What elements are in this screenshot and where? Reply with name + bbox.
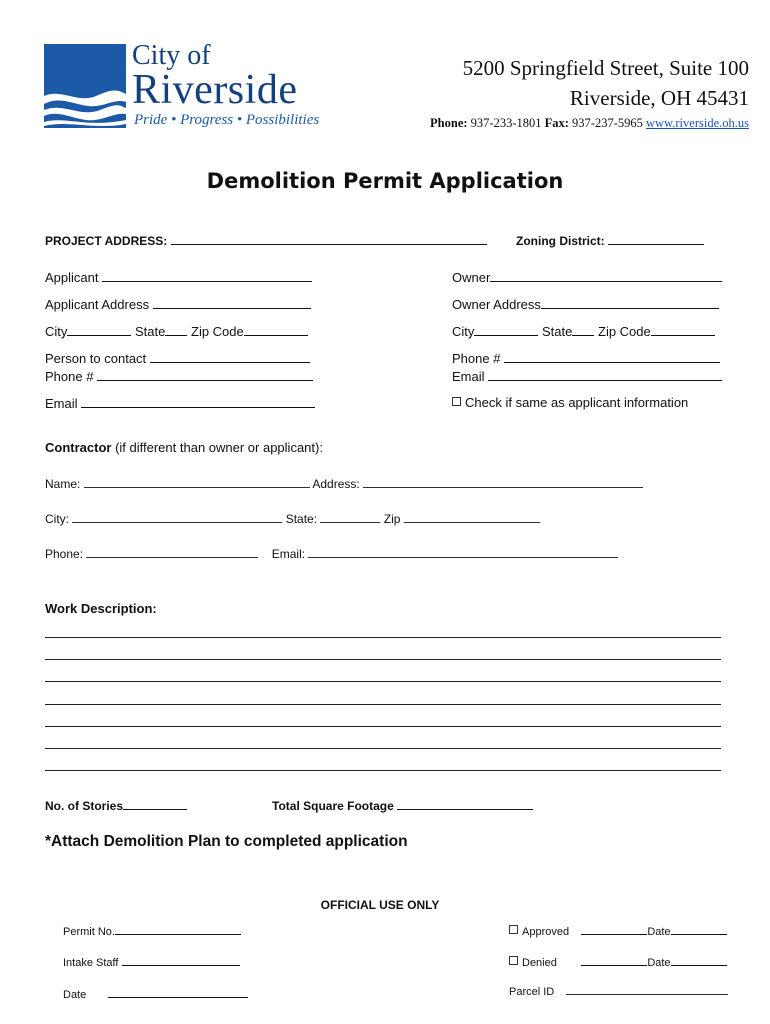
website-link[interactable]: www.riverside.oh.us xyxy=(646,116,749,130)
denied-checkbox[interactable] xyxy=(509,956,518,965)
contact-person-field[interactable] xyxy=(150,350,310,363)
contractor-heading xyxy=(45,440,323,455)
denied-row xyxy=(509,953,727,969)
owner-city-row xyxy=(452,323,715,339)
applicant-state-label: State xyxy=(135,324,166,339)
contractor-address-field[interactable] xyxy=(363,476,643,488)
owner-address-field[interactable] xyxy=(541,296,719,309)
fax-label: Fax: xyxy=(544,116,569,130)
contractor-city-field[interactable] xyxy=(72,511,282,523)
applicant-address-row xyxy=(45,296,311,312)
owner-zip-label: Zip Code xyxy=(598,324,651,339)
approved-checkbox[interactable] xyxy=(509,925,518,934)
parcel-id-field[interactable] xyxy=(566,983,728,995)
square-footage-label: Total Square Footage xyxy=(272,799,394,813)
owner-phone-label: Phone # xyxy=(452,351,501,366)
contractor-name-label: Name: xyxy=(45,477,81,491)
project-address-row xyxy=(45,232,487,248)
work-description-line[interactable] xyxy=(45,704,721,705)
work-description-line[interactable] xyxy=(45,659,721,660)
parcel-id-row xyxy=(509,983,728,998)
logo-city-of: City of xyxy=(132,40,211,71)
contractor-city-row xyxy=(45,511,540,526)
permit-no-label: Permit No. xyxy=(63,926,115,938)
applicant-field[interactable] xyxy=(102,269,312,282)
owner-address-row xyxy=(452,296,719,312)
page-title: Demolition Permit Application xyxy=(206,169,564,193)
owner-field[interactable] xyxy=(490,269,722,282)
contractor-heading-label: Contractor xyxy=(45,440,112,455)
square-footage-row xyxy=(272,797,533,813)
contractor-city-label: City: xyxy=(45,512,69,526)
contractor-name-row xyxy=(45,476,643,491)
same-as-applicant-label: Check if same as applicant information xyxy=(465,395,689,410)
contractor-zip-label: Zip xyxy=(383,512,401,526)
phone-number: 937-233-1801 xyxy=(470,116,542,130)
work-description-line[interactable] xyxy=(45,637,721,638)
owner-row xyxy=(452,269,722,285)
applicant-state-field[interactable] xyxy=(165,323,187,336)
applicant-city-label: City xyxy=(45,324,68,339)
owner-zip-field[interactable] xyxy=(651,323,715,336)
applicant-phone-label: Phone # xyxy=(45,369,94,384)
intake-staff-row xyxy=(63,953,240,969)
applicant-email-row xyxy=(45,395,315,411)
owner-phone-field[interactable] xyxy=(504,350,720,363)
approved-label: Approved xyxy=(522,926,570,938)
work-description-line[interactable] xyxy=(45,726,721,727)
contractor-phone-field[interactable] xyxy=(86,546,258,558)
applicant-row xyxy=(45,269,312,285)
owner-city-field[interactable] xyxy=(474,323,538,336)
same-as-applicant-checkbox[interactable] xyxy=(452,397,461,406)
square-footage-field[interactable] xyxy=(397,797,533,810)
contractor-phone-label: Phone: xyxy=(45,547,84,561)
applicant-zip-field[interactable] xyxy=(244,323,308,336)
zoning-label: Zoning District: xyxy=(516,234,605,248)
owner-city-label: City xyxy=(452,324,475,339)
applicant-phone-row xyxy=(45,368,313,384)
project-address-label: PROJECT ADDRESS: xyxy=(45,234,168,248)
contact-line xyxy=(430,116,749,131)
contractor-heading-note: (if different than owner or applicant): xyxy=(115,440,323,455)
stories-label: No. of Stories xyxy=(45,799,124,813)
denied-date-field[interactable] xyxy=(671,953,727,966)
permit-no-field[interactable] xyxy=(115,922,241,935)
applicant-address-field[interactable] xyxy=(153,296,311,309)
intake-staff-field[interactable] xyxy=(122,953,240,966)
official-date-field[interactable] xyxy=(108,985,248,998)
permit-no-row xyxy=(63,922,241,938)
stories-field[interactable] xyxy=(123,797,187,810)
logo-riverside: Riverside xyxy=(132,67,298,113)
owner-address-label: Owner Address xyxy=(452,297,541,312)
contractor-zip-field[interactable] xyxy=(404,511,540,523)
contractor-email-label: Email: xyxy=(271,547,306,561)
zoning-row xyxy=(516,232,704,248)
owner-email-row xyxy=(452,368,722,384)
address-city: Riverside, OH 45431 xyxy=(569,86,749,110)
owner-email-label: Email xyxy=(452,369,485,384)
contractor-state-label: State: xyxy=(285,512,318,526)
applicant-city-field[interactable] xyxy=(67,323,131,336)
contact-person-row xyxy=(45,350,310,366)
contractor-name-field[interactable] xyxy=(84,476,310,488)
fax-number: 937-237-5965 xyxy=(572,116,643,130)
contact-person-label: Person to contact xyxy=(45,351,147,366)
work-description-line[interactable] xyxy=(45,681,721,682)
owner-label: Owner xyxy=(452,270,491,285)
official-date-label: Date xyxy=(63,989,87,1001)
owner-state-label: State xyxy=(542,324,573,339)
approved-row xyxy=(509,922,727,938)
contractor-email-field[interactable] xyxy=(308,546,618,558)
approved-field[interactable] xyxy=(581,922,647,935)
denied-field[interactable] xyxy=(581,953,647,966)
zoning-field[interactable] xyxy=(608,232,704,245)
owner-phone-row xyxy=(452,350,720,366)
applicant-email-field[interactable] xyxy=(81,395,315,408)
contractor-phone-row xyxy=(45,546,618,561)
denied-label: Denied xyxy=(522,957,557,969)
official-date-row xyxy=(63,985,248,1001)
contractor-address-label: Address: xyxy=(312,477,360,491)
same-as-applicant-row[interactable] xyxy=(452,395,688,410)
applicant-city-row xyxy=(45,323,308,339)
denied-date-label: Date xyxy=(647,957,671,969)
owner-email-field[interactable] xyxy=(488,368,722,381)
contractor-state-field[interactable] xyxy=(320,511,380,523)
work-description-label: Work Description: xyxy=(45,601,157,616)
work-description-line[interactable] xyxy=(45,770,721,771)
applicant-label: Applicant xyxy=(45,270,99,285)
applicant-address-label: Applicant Address xyxy=(45,297,150,312)
official-use-heading: OFFICIAL USE ONLY xyxy=(320,898,440,912)
work-description-line[interactable] xyxy=(45,748,721,749)
city-logo xyxy=(44,40,344,130)
attach-plan-note: *Attach Demolition Plan to completed application xyxy=(45,833,408,850)
owner-state-field[interactable] xyxy=(572,323,594,336)
river-wave-icon xyxy=(44,44,126,128)
applicant-email-label: Email xyxy=(45,396,78,411)
project-address-field[interactable] xyxy=(171,232,487,245)
applicant-phone-field[interactable] xyxy=(97,368,313,381)
phone-label: Phone: xyxy=(430,116,468,130)
applicant-zip-label: Zip Code xyxy=(191,324,244,339)
approved-date-label: Date xyxy=(647,926,671,938)
stories-row xyxy=(45,797,187,813)
logo-tagline: Pride • Progress • Possibilities xyxy=(134,112,320,128)
approved-date-field[interactable] xyxy=(671,922,727,935)
parcel-id-label: Parcel ID xyxy=(509,986,555,998)
intake-staff-label: Intake Staff xyxy=(63,957,119,969)
address-street: 5200 Springfield Street, Suite 100 xyxy=(462,56,749,80)
